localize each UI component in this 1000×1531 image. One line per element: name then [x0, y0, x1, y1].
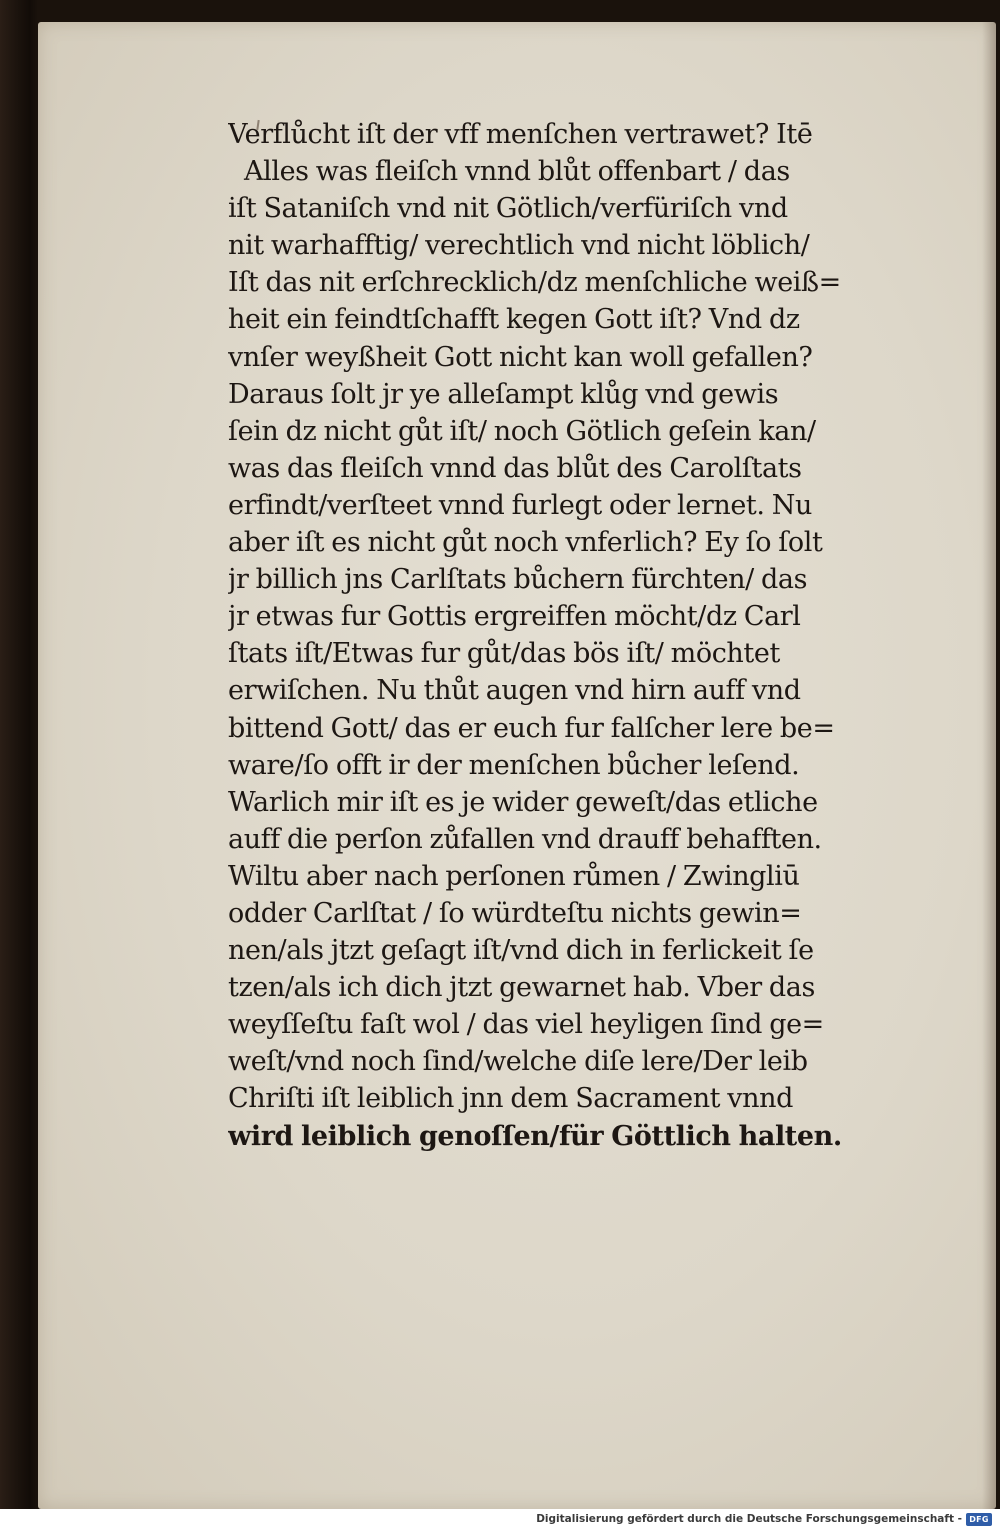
- text-line-7: vnſer weyßheit Gott nicht kan woll gefallen?: [228, 341, 813, 373]
- text-line-3: iſt Sataniſch vnd nit Götlich/verfüriſch vnd: [228, 193, 788, 225]
- digitization-footer: [0, 1509, 1000, 1531]
- text-line-27: Chriſti iſt leiblich jnn dem Sacrament vnnd: [228, 1083, 794, 1115]
- text-line-24: tzen/als ich dich jtzt gewarnet hab. Vber das: [228, 972, 815, 1004]
- text-line-15: ſtats iſt/Etwas fur gůt/das bös iſt/ möchtet: [228, 638, 780, 670]
- text-line-26: weſt/vnd noch ſind/welche diſe lere/Der leib: [228, 1046, 808, 1078]
- text-line-9: ſein dz nicht gůt iſt/ noch Götlich geſein kan/: [228, 415, 816, 447]
- page-text: [228, 116, 918, 1155]
- text-line-17: bittend Gott/ das er euch fur falſcher lere be=: [228, 712, 835, 744]
- text-line-20: auff die perſon zůfallen vnd drauff behafften.: [228, 823, 822, 855]
- text-line-11: erfindt/verſteet vnnd furlegt oder lernet. Nu: [228, 489, 812, 521]
- text-line-6: heit ein feindtſchafft kegen Gott iſt? Vnd dz: [228, 304, 800, 336]
- text-line-25: weyſſeſtu faſt wol / das viel heyligen ſind ge=: [228, 1009, 824, 1041]
- text-line-19: Warlich mir iſt es je wider geweſt/das etliche: [228, 786, 818, 818]
- text-line-12: aber iſt es nicht gůt noch vnferlich? Ey ſo ſolt: [228, 527, 823, 559]
- text-line-14: jr etwas fur Gottis ergreiffen möcht/dz Carl: [228, 601, 801, 633]
- text-line-23: nen/als jtzt geſagt iſt/vnd dich in ferlickeit ſe: [228, 935, 814, 967]
- text-line-16: erwiſchen. Nu thůt augen vnd hirn auff vnd: [228, 675, 801, 707]
- text-line-13: jr billich jns Carlſtats bůchern fürchten/ das: [228, 564, 808, 596]
- text-line-10: was das fleiſch vnnd das blůt des Carolſtats: [228, 452, 802, 484]
- text-line-5: Iſt das nit erſchrecklich/dz menſchliche weiß=: [228, 267, 841, 299]
- text-line-21: Wiltu aber nach perſonen růmen / Zwingliū: [228, 860, 800, 892]
- text-line-22: odder Carlſtat / ſo würdteſtu nichts gewin=: [228, 897, 802, 929]
- dfg-logo-icon[interactable]: DFG: [966, 1513, 992, 1526]
- text-line-4: nit warhafftig/ verechtlich vnd nicht löblich/: [228, 230, 810, 262]
- text-line-8: Daraus ſolt jr ye alleſampt klůg vnd gewis: [228, 378, 779, 410]
- text-line-2: Alles was fleiſch vnnd blůt offenbart / das: [244, 156, 790, 188]
- text-line-28: wird leiblich genoſſen/für Göttlich halten.: [228, 1120, 842, 1152]
- text-line-1: Verflůcht iſt der vff menſchen vertrawet? Itē: [228, 119, 813, 150]
- funding-credit: Digitalisierung gefördert durch die Deutsche Forschungsgemeinschaft -: [536, 1513, 962, 1525]
- text-line-18: ware/ſo offt ir der menſchen bůcher leſend.: [228, 749, 800, 781]
